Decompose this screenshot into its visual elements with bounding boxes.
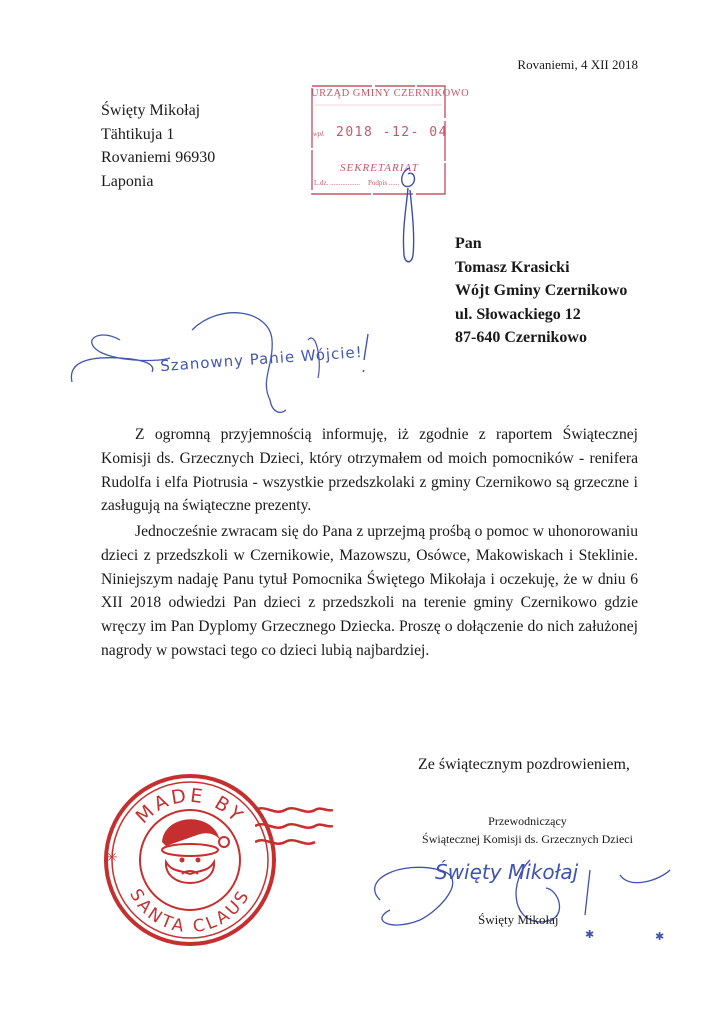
handwritten-signature: Święty Mikołaj [435,860,579,884]
signature-flourish [360,840,690,950]
recipient-address [455,232,627,350]
stamp-initial-scribble [388,160,428,270]
paragraph-1-text: Z ogromną przyjemnością informuję, iż zgodnie z raportem Świątecznej Komisji ds. Grzecznych Dzieci, który otrzymałem od moich pomocników - renifera Rudolfa i elfa Piotrusia - wszystkie przedszkolaki z gminy Czernikowo są grzeczne i zasługują na świąteczne prezenty. [101,426,638,515]
letter-date: Rovaniemi, 4 XII 2018 [517,57,638,72]
sender-address [101,99,215,193]
signature-title-line2: Świątecznej Komisji ds. Grzecznych Dzieci [422,832,633,846]
recipient-city: 87-640 Czernikowo [455,329,587,346]
stamp-department: SEKRETARIAT [340,162,419,174]
closing-line: Ze świątecznym pozdrowieniem, [418,756,630,773]
stamp-ldz-label: L.dz. ................. [314,179,360,187]
signatory-name: Święty Mikołaj [478,912,559,927]
postmark-wavy-lines [255,800,335,860]
santa-face-icon [162,819,229,883]
seal-top-text: MADE BY [131,784,249,829]
santa-claus-seal [100,770,280,950]
stamp-office-name: URZĄD GMINY CZERNIKOWO [311,88,470,99]
body-paragraph-1 [101,423,638,518]
recipient-title: Wójt Gminy Czernikowo [455,282,628,299]
stamp-wpl-label: wpł. [313,130,325,138]
sender-city: Rovaniemi 96930 [101,149,216,166]
handwritten-greeting: Szanowny Panie Wójcie! [159,342,364,376]
body-paragraph-2 [101,520,638,663]
recipient-salutation: Pan [455,235,482,252]
sender-street: Tähtikuja 1 [101,125,175,143]
sender-name: Święty Mikołaj [101,102,201,119]
recipient-street: ul. Słowackiego 12 [455,305,581,323]
seal-bottom-text: SANTA CLAUS [125,885,255,938]
signature-title-line1: Przewodniczący [488,814,567,828]
stamp-received-date: 2018 -12- 04 [336,125,448,140]
paragraph-2-text: Jednocześnie zwracam się do Pana z uprzejmą prośbą o pomoc w uhonorowaniu dzieci z przedszkoli w Czernikowie, Mazowszu, Osówce, Makowiskach i Steklinie. Niniejszym nadaję Panu tytuł Pomocnika Świętego Mikołaja i oczekuję, że w dniu 6 XII 2018 odwiedzi Pan dzieci z przedszkoli na terenie gminy Czernikowo gdzie wręczy im Pan Dyplomy Grzecznego Dziecka. Proszę o dołączenie do nich załużonej nagrody w powstaci tego co dzieci lubią najbardziej. [101,523,638,659]
stamp-signature-label: Podpis ...... [368,179,400,187]
seal-star-icon: ✳ [106,851,118,866]
sender-region: Laponia [101,172,154,190]
svg-text:✱: ✱ [655,930,665,943]
recipient-name: Tomasz Krasicki [455,258,570,276]
svg-text:✱: ✱ [585,928,595,941]
